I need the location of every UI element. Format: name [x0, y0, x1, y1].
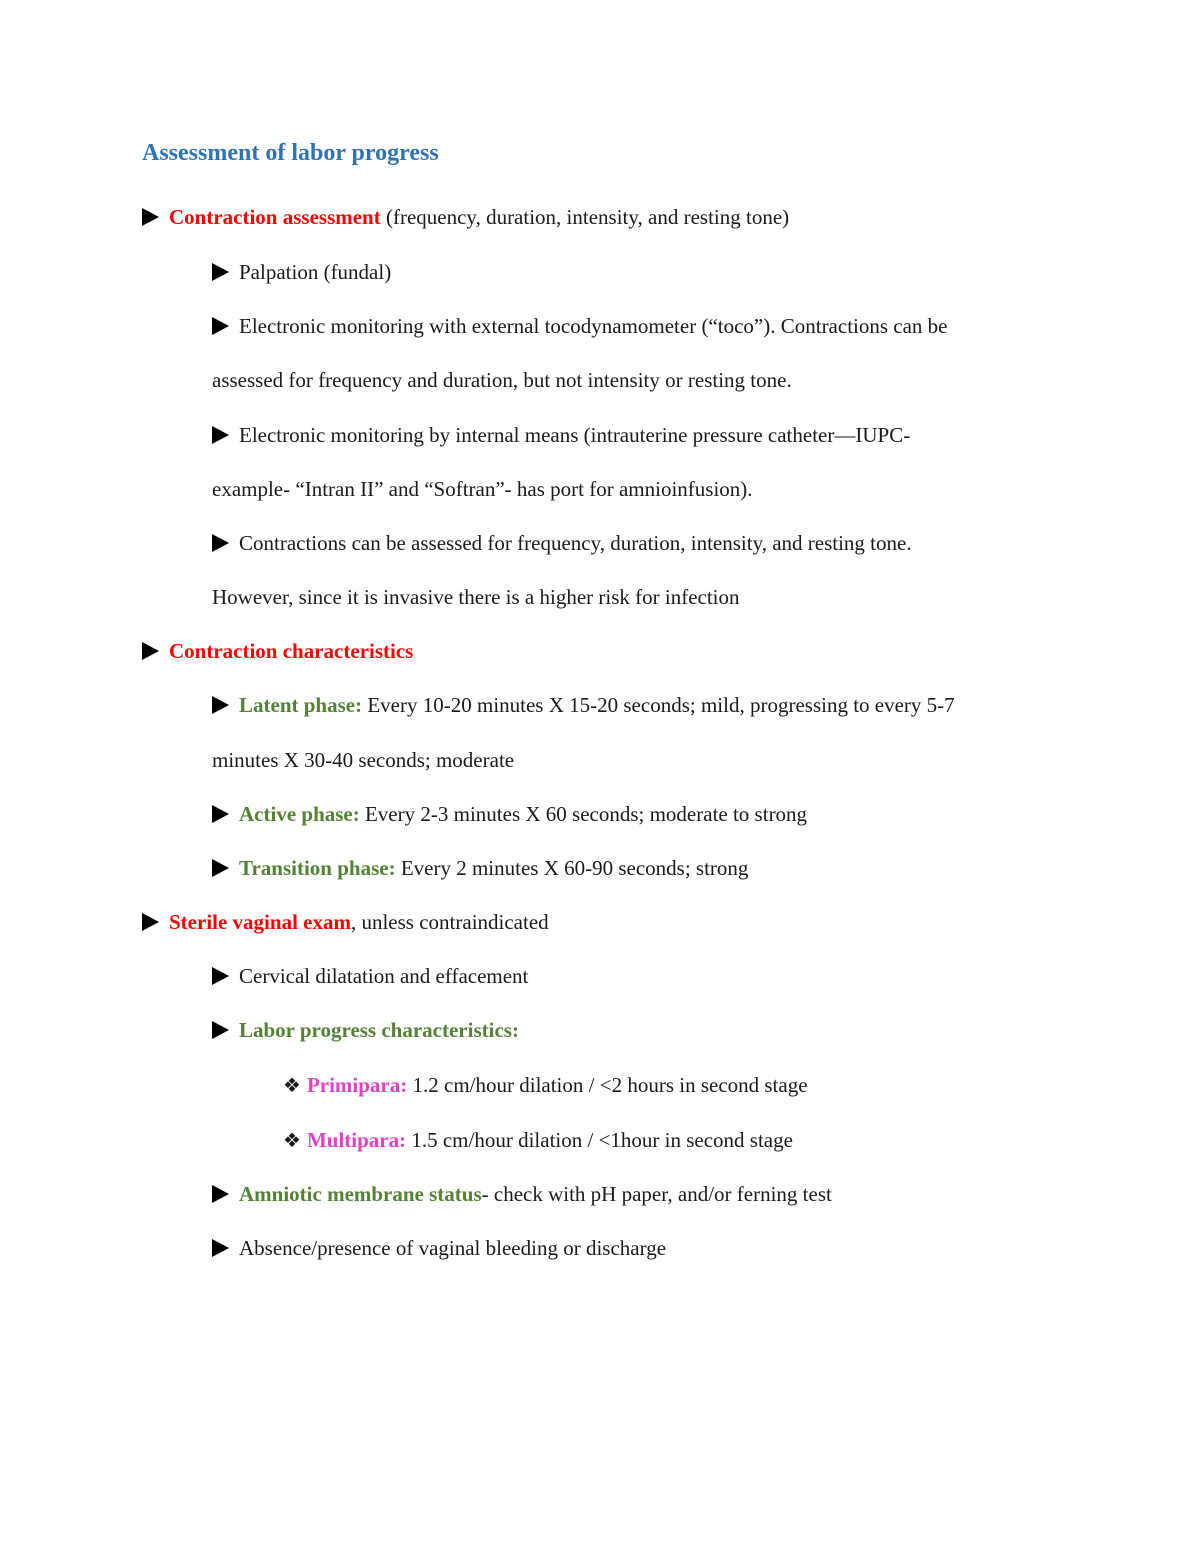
arrow-bullet-icon [212, 317, 229, 335]
heading-contraction-assessment: Contraction assessment [169, 205, 381, 229]
arrow-bullet-icon [142, 642, 159, 660]
four-diamond-icon: ❖ [283, 1130, 301, 1152]
bullet-transition-phase [212, 853, 748, 883]
multipara-text: 1.5 cm/hour dilation / <1hour in second stage [406, 1128, 793, 1152]
transition-phase-text: Every 2 minutes X 60-90 seconds; strong [395, 856, 749, 880]
latent-phase-text-line2: minutes X 30-40 seconds; moderate [212, 748, 515, 772]
labor-progress-label: Labor progress characteristics: [239, 1018, 519, 1042]
arrow-bullet-icon [212, 426, 229, 444]
bullet-amniotic [212, 1179, 832, 1209]
arrow-bullet-icon [212, 1021, 229, 1039]
arrow-bullet-icon [212, 263, 229, 281]
assessed-text-line2: However, since it is invasive there is a higher risk for infection [212, 585, 740, 609]
bullet-sterile-vaginal-exam [142, 907, 549, 937]
four-diamond-icon: ❖ [283, 1075, 301, 1097]
bullet-cervical [212, 961, 528, 991]
bullet-toco [212, 311, 948, 341]
bullet-bleeding [212, 1233, 666, 1263]
bullet-labor-progress [212, 1015, 519, 1045]
primipara-label: Primipara: [306, 1073, 408, 1097]
transition-phase-label: Transition phase: [239, 856, 396, 880]
heading-sterile-vaginal-exam: Sterile vaginal exam [169, 910, 351, 934]
bleeding-text: Absence/presence of vaginal bleeding or discharge [239, 1236, 667, 1260]
bullet-assessed [212, 528, 912, 558]
active-phase-label: Active phase: [239, 802, 360, 826]
arrow-bullet-icon [212, 1239, 229, 1257]
latent-phase-label: Latent phase: [239, 693, 363, 717]
bullet-primipara [283, 1070, 808, 1101]
page-title: Assessment of labor progress [142, 140, 439, 166]
arrow-bullet-icon [212, 805, 229, 823]
cervical-text: Cervical dilatation and effacement [239, 964, 529, 988]
arrow-bullet-icon [142, 208, 159, 226]
contraction-assessment-text: (frequency, duration, intensity, and resting tone) [380, 205, 790, 229]
bullet-latent-phase [212, 690, 955, 720]
amniotic-text: - check with pH paper, and/or ferning test [481, 1182, 832, 1206]
bullet-active-phase [212, 799, 807, 829]
amniotic-label: Amniotic membrane status [239, 1182, 482, 1206]
bullet-multipara [283, 1125, 793, 1156]
sterile-exam-text: , unless contraindicated [350, 910, 549, 934]
bullet-palpation [212, 257, 391, 287]
active-phase-text: Every 2-3 minutes X 60 seconds; moderate to strong [359, 802, 808, 826]
arrow-bullet-icon [142, 913, 159, 931]
heading-contraction-characteristics: Contraction characteristics [169, 639, 414, 663]
arrow-bullet-icon [212, 967, 229, 985]
primipara-text: 1.2 cm/hour dilation / <2 hours in second stage [407, 1073, 808, 1097]
arrow-bullet-icon [212, 696, 229, 714]
arrow-bullet-icon [212, 534, 229, 552]
bullet-contraction-assessment [142, 202, 789, 232]
arrow-bullet-icon [212, 1185, 229, 1203]
arrow-bullet-icon [212, 859, 229, 877]
iupc-text-line1: Electronic monitoring by internal means (intrauterine pressure catheter—IUPC- [239, 423, 911, 447]
multipara-label: Multipara: [306, 1128, 407, 1152]
toco-text-line1: Electronic monitoring with external tocodynamometer (“toco”). Contractions can be [239, 314, 948, 338]
palpation-text: Palpation (fundal) [239, 260, 392, 284]
iupc-text-line2: example- “Intran II” and “Softran”- has port for amnioinfusion). [212, 477, 753, 501]
bullet-contraction-characteristics [142, 636, 413, 666]
latent-phase-text-line1: Every 10-20 minutes X 15-20 seconds; mild, progressing to every 5-7 [362, 693, 955, 717]
assessed-text-line1: Contractions can be assessed for frequency, duration, intensity, and resting tone. [239, 531, 912, 555]
toco-text-line2: assessed for frequency and duration, but not intensity or resting tone. [212, 368, 792, 392]
bullet-iupc [212, 420, 910, 450]
